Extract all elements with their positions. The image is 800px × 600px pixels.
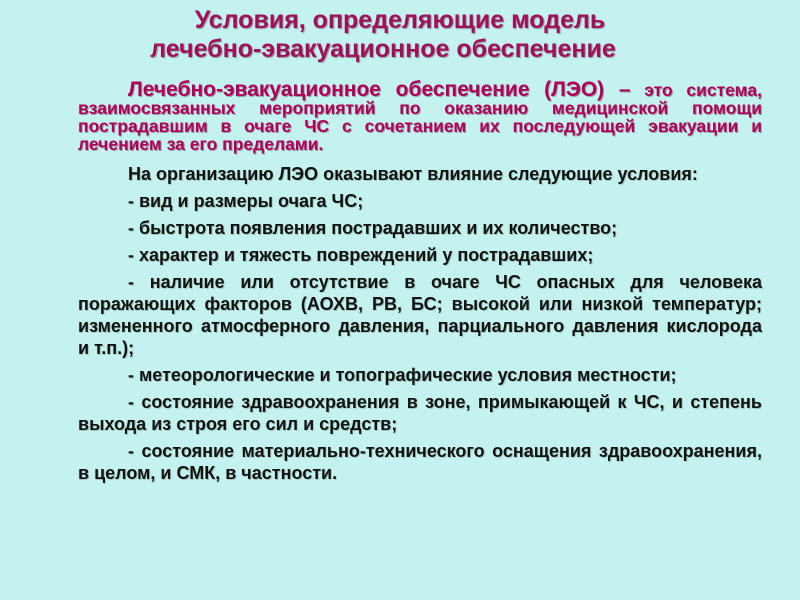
condition-text: - быстрота появления пострадавших и их количество; xyxy=(128,218,618,238)
condition-item xyxy=(78,244,762,266)
condition-item xyxy=(78,440,762,484)
title-line-2: лечебно-эвакуационное обеспечение xyxy=(150,35,616,63)
condition-item xyxy=(78,364,762,386)
condition-text: - наличие или отсутствие в очаге ЧС опасных для человека поражающих факторов (АОХВ, РВ, БС; высокой или низкой температур; измененного атмосферного давления, парциального давления кислорода и т.п.); xyxy=(78,272,762,358)
condition-text: - характер и тяжесть повреждений у пострадавших; xyxy=(128,245,594,265)
slide-body xyxy=(78,78,762,489)
intro-paragraph xyxy=(78,163,762,185)
condition-text: - состояние материально-технического оснащения здравоохранения, в целом, и СМК, в частности. xyxy=(78,441,762,483)
condition-text: - метеорологические и топографические условия местности; xyxy=(128,365,677,385)
condition-item xyxy=(78,217,762,239)
title-line-1: Условия, определяющие модель xyxy=(194,6,606,34)
intro-text: На организацию ЛЭО оказывают влияние следующие условия: xyxy=(128,164,698,184)
condition-text: - вид и размеры очага ЧС; xyxy=(128,191,364,211)
definition-lead: Лечебно-эвакуационное обеспечение (ЛЭО) – xyxy=(128,78,631,101)
condition-item xyxy=(78,391,762,435)
definition-paragraph xyxy=(78,78,762,154)
definition-text: это система, взаимосвязанных мероприятий по оказанию медицинской помощи пострадавшим в очаге ЧС с сочетанием их последующей эвакуации и лечением за его пределами. xyxy=(78,80,762,154)
condition-item xyxy=(78,271,762,359)
condition-text: - состояние здравоохранения в зоне, примыкающей к ЧС, и степень выхода из строя его сил и средств; xyxy=(78,392,762,434)
slide-title xyxy=(60,6,740,64)
condition-item xyxy=(78,190,762,212)
